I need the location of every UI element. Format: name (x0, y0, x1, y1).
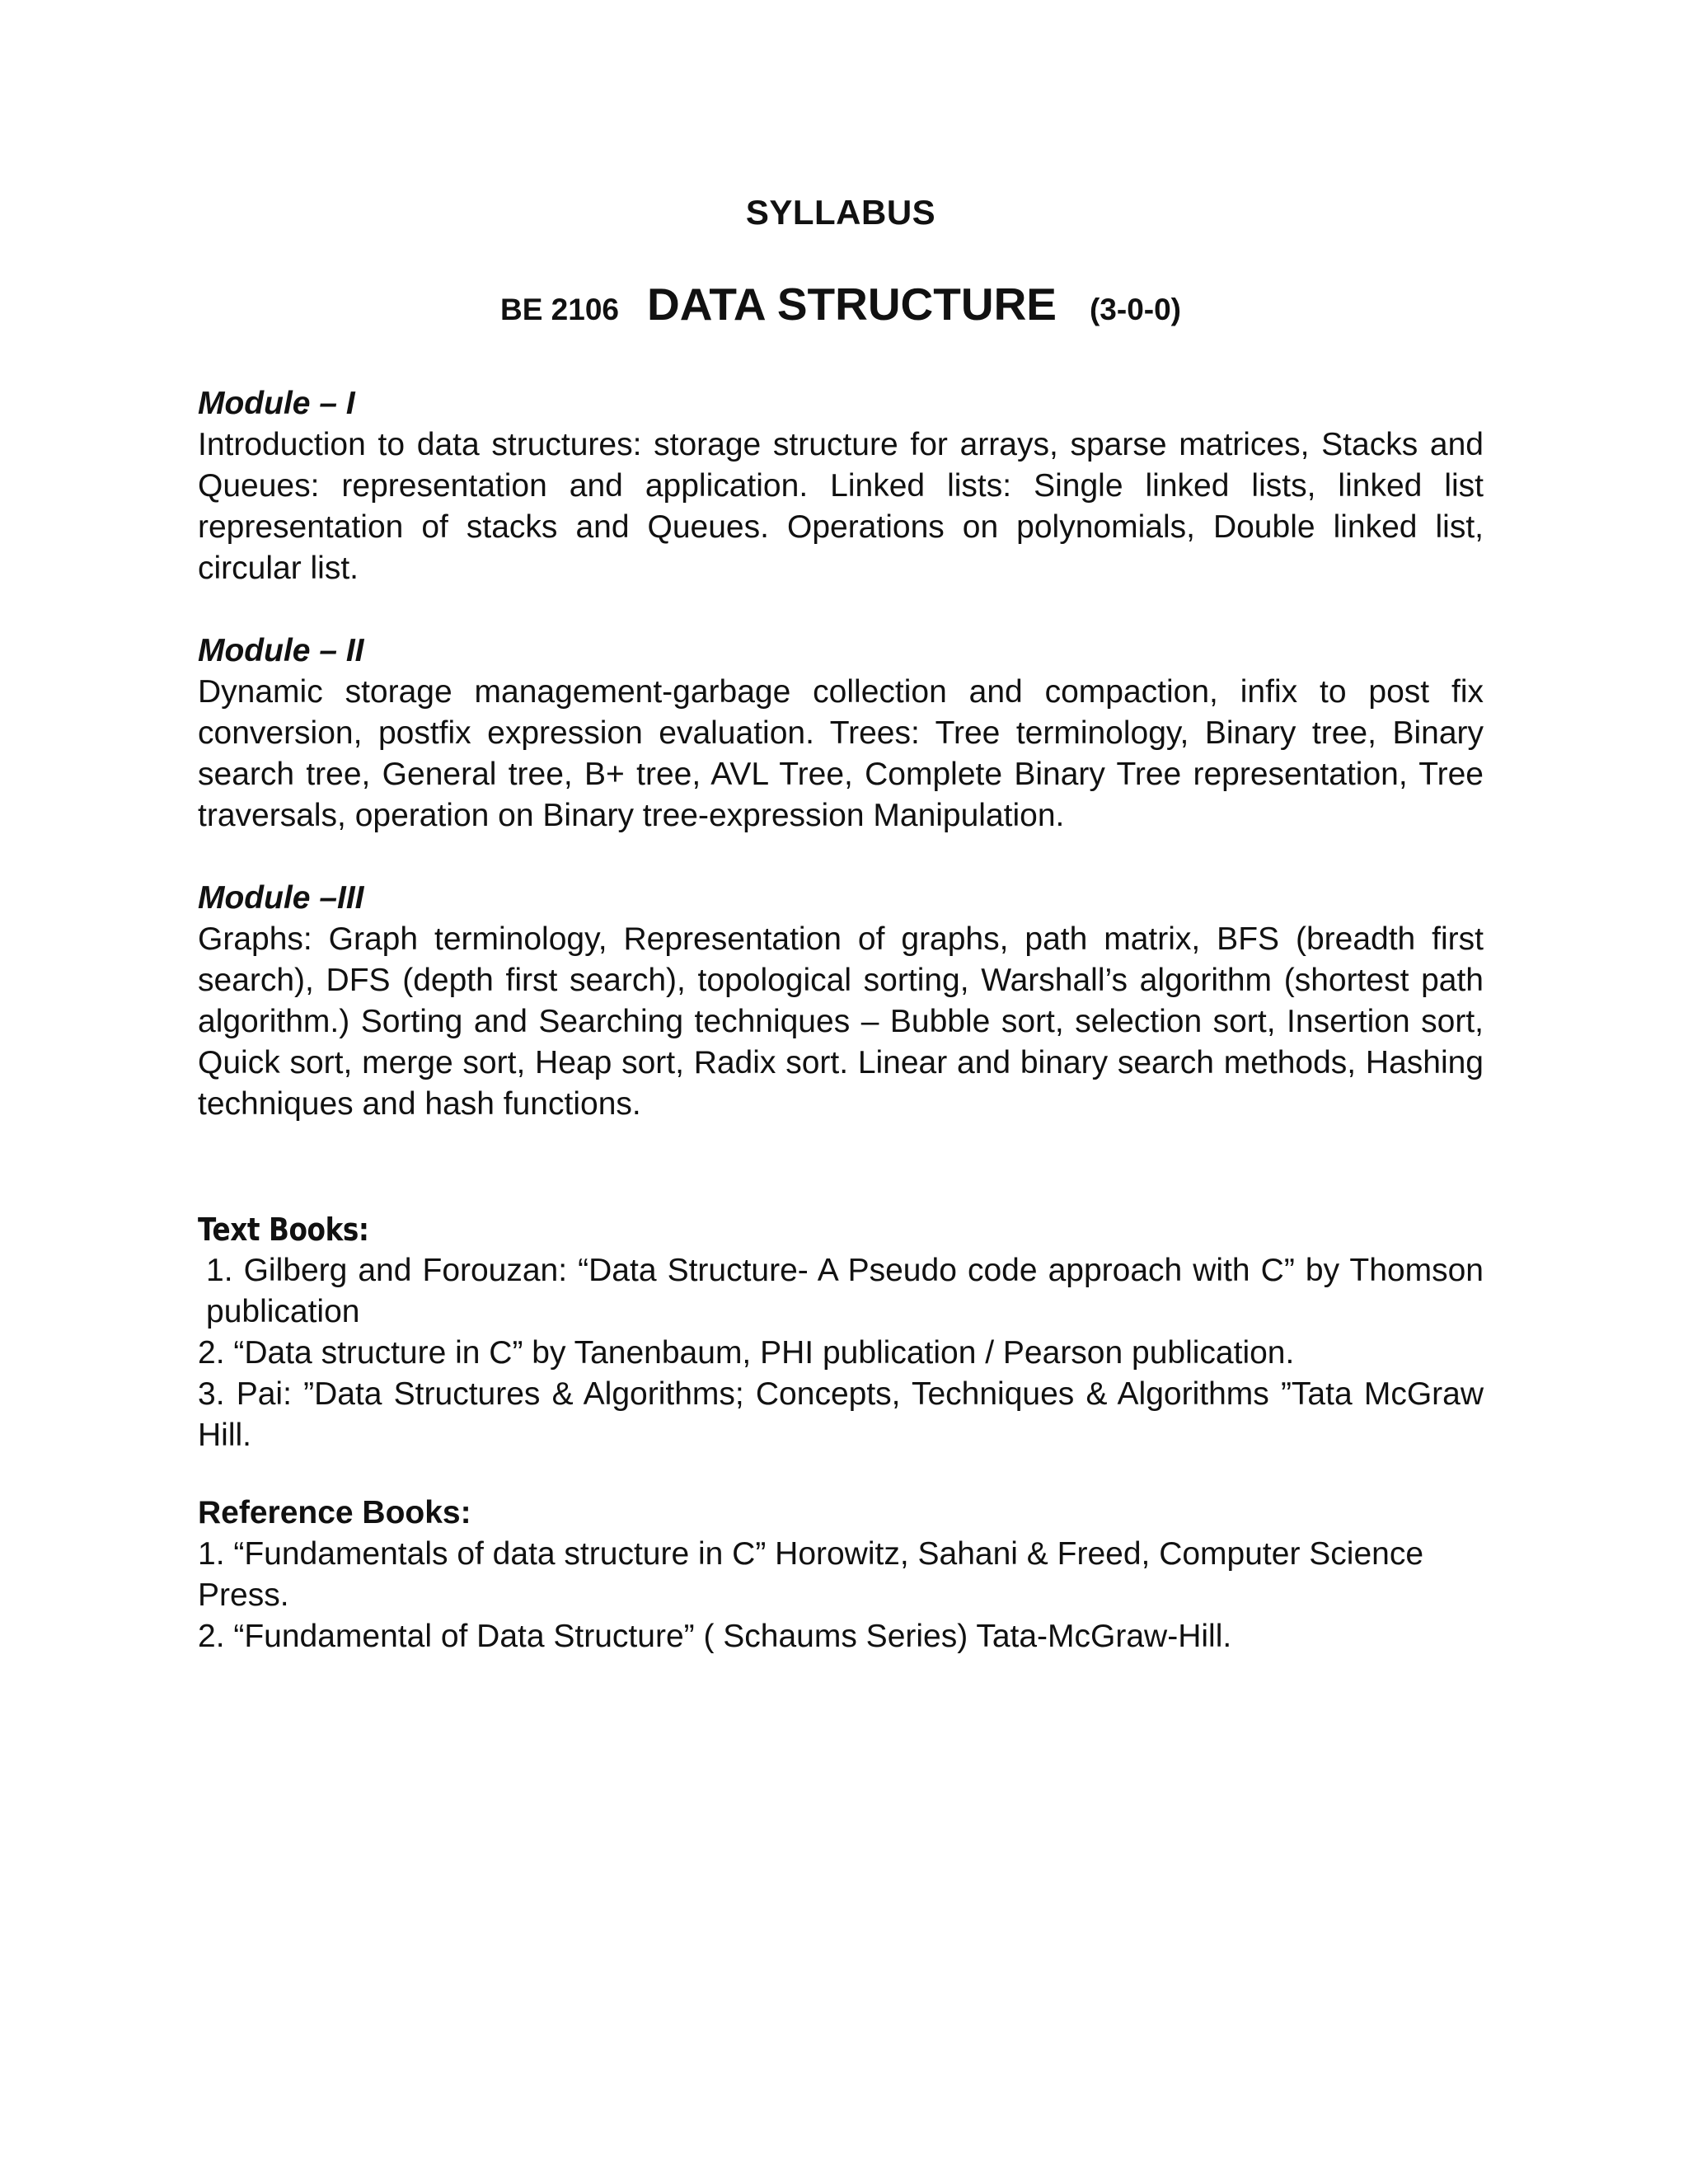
course-header (198, 275, 1484, 345)
text-books-heading: Text Books: (198, 1212, 369, 1248)
text-book-item: 1. Gilberg and Forouzan: “Data Structure- A Pseudo code approach with C” by Thomson publication (206, 1253, 1484, 1329)
module-1 (198, 383, 1484, 589)
text-book-item: 2. “Data structure in C” by Tanenbaum, PHI publication / Pearson publication. (198, 1335, 1295, 1371)
module-title: Module – II (198, 633, 364, 668)
page-title: SYLLABUS (745, 193, 936, 232)
module-title: Module – I (198, 386, 355, 421)
module-2 (198, 630, 1484, 837)
section-spacer (198, 1166, 1484, 1209)
reference-book-item: 1. “Fundamentals of data structure in C” Horowitz, Sahani & Freed, Computer Science Press. (198, 1536, 1424, 1613)
reference-books-section (198, 1493, 1484, 1657)
module-title: Module –III (198, 880, 364, 916)
module-description: Graphs: Graph terminology, Representation of graphs, path matrix, BFS (breadth first search), DFS (depth first search), topological sorting, Warshall’s algorithm (shortest path algorithm.) Sorting and Searching techniques – Bubble sort, selection sort, Insertion sort, Quick sort, merge sort, Heap sort, Radix sort. Linear and binary search methods, Hashing techniques and hash functions. (198, 921, 1484, 1122)
reference-book-item: 2. “Fundamental of Data Structure” ( Schaums Series) Tata-McGraw-Hill. (198, 1619, 1232, 1654)
course-credit: (3-0-0) (1089, 293, 1182, 326)
text-books-section (198, 1209, 1484, 1456)
course-code: BE 2106 (499, 293, 619, 326)
module-description: Introduction to data structures: storage structure for arrays, sparse matrices, Stacks and Queues: representation and application. Linked lists: Single linked lists, linked list representation of stacks and Queues. Operations on polynomials, Double linked list, circular list. (198, 427, 1484, 586)
reference-books-heading: Reference Books: (198, 1495, 471, 1530)
module-description: Dynamic storage management-garbage collection and compaction, infix to post fix conversion, postfix expression evaluation. Trees: Tree terminology, Binary tree, Binary search tree, General tree, B+ tree, AVL Tree, Complete Binary Tree representation, Tree traversals, operation on Binary tree-expression Manipulation. (198, 674, 1484, 833)
module-3 (198, 878, 1484, 1125)
text-book-item: 3. Pai: ”Data Structures & Algorithms; Concepts, Techniques & Algorithms ”Tata McGraw Hill. (198, 1376, 1484, 1453)
syllabus-page (198, 190, 1484, 1657)
course-name: DATA STRUCTURE (646, 279, 1057, 330)
